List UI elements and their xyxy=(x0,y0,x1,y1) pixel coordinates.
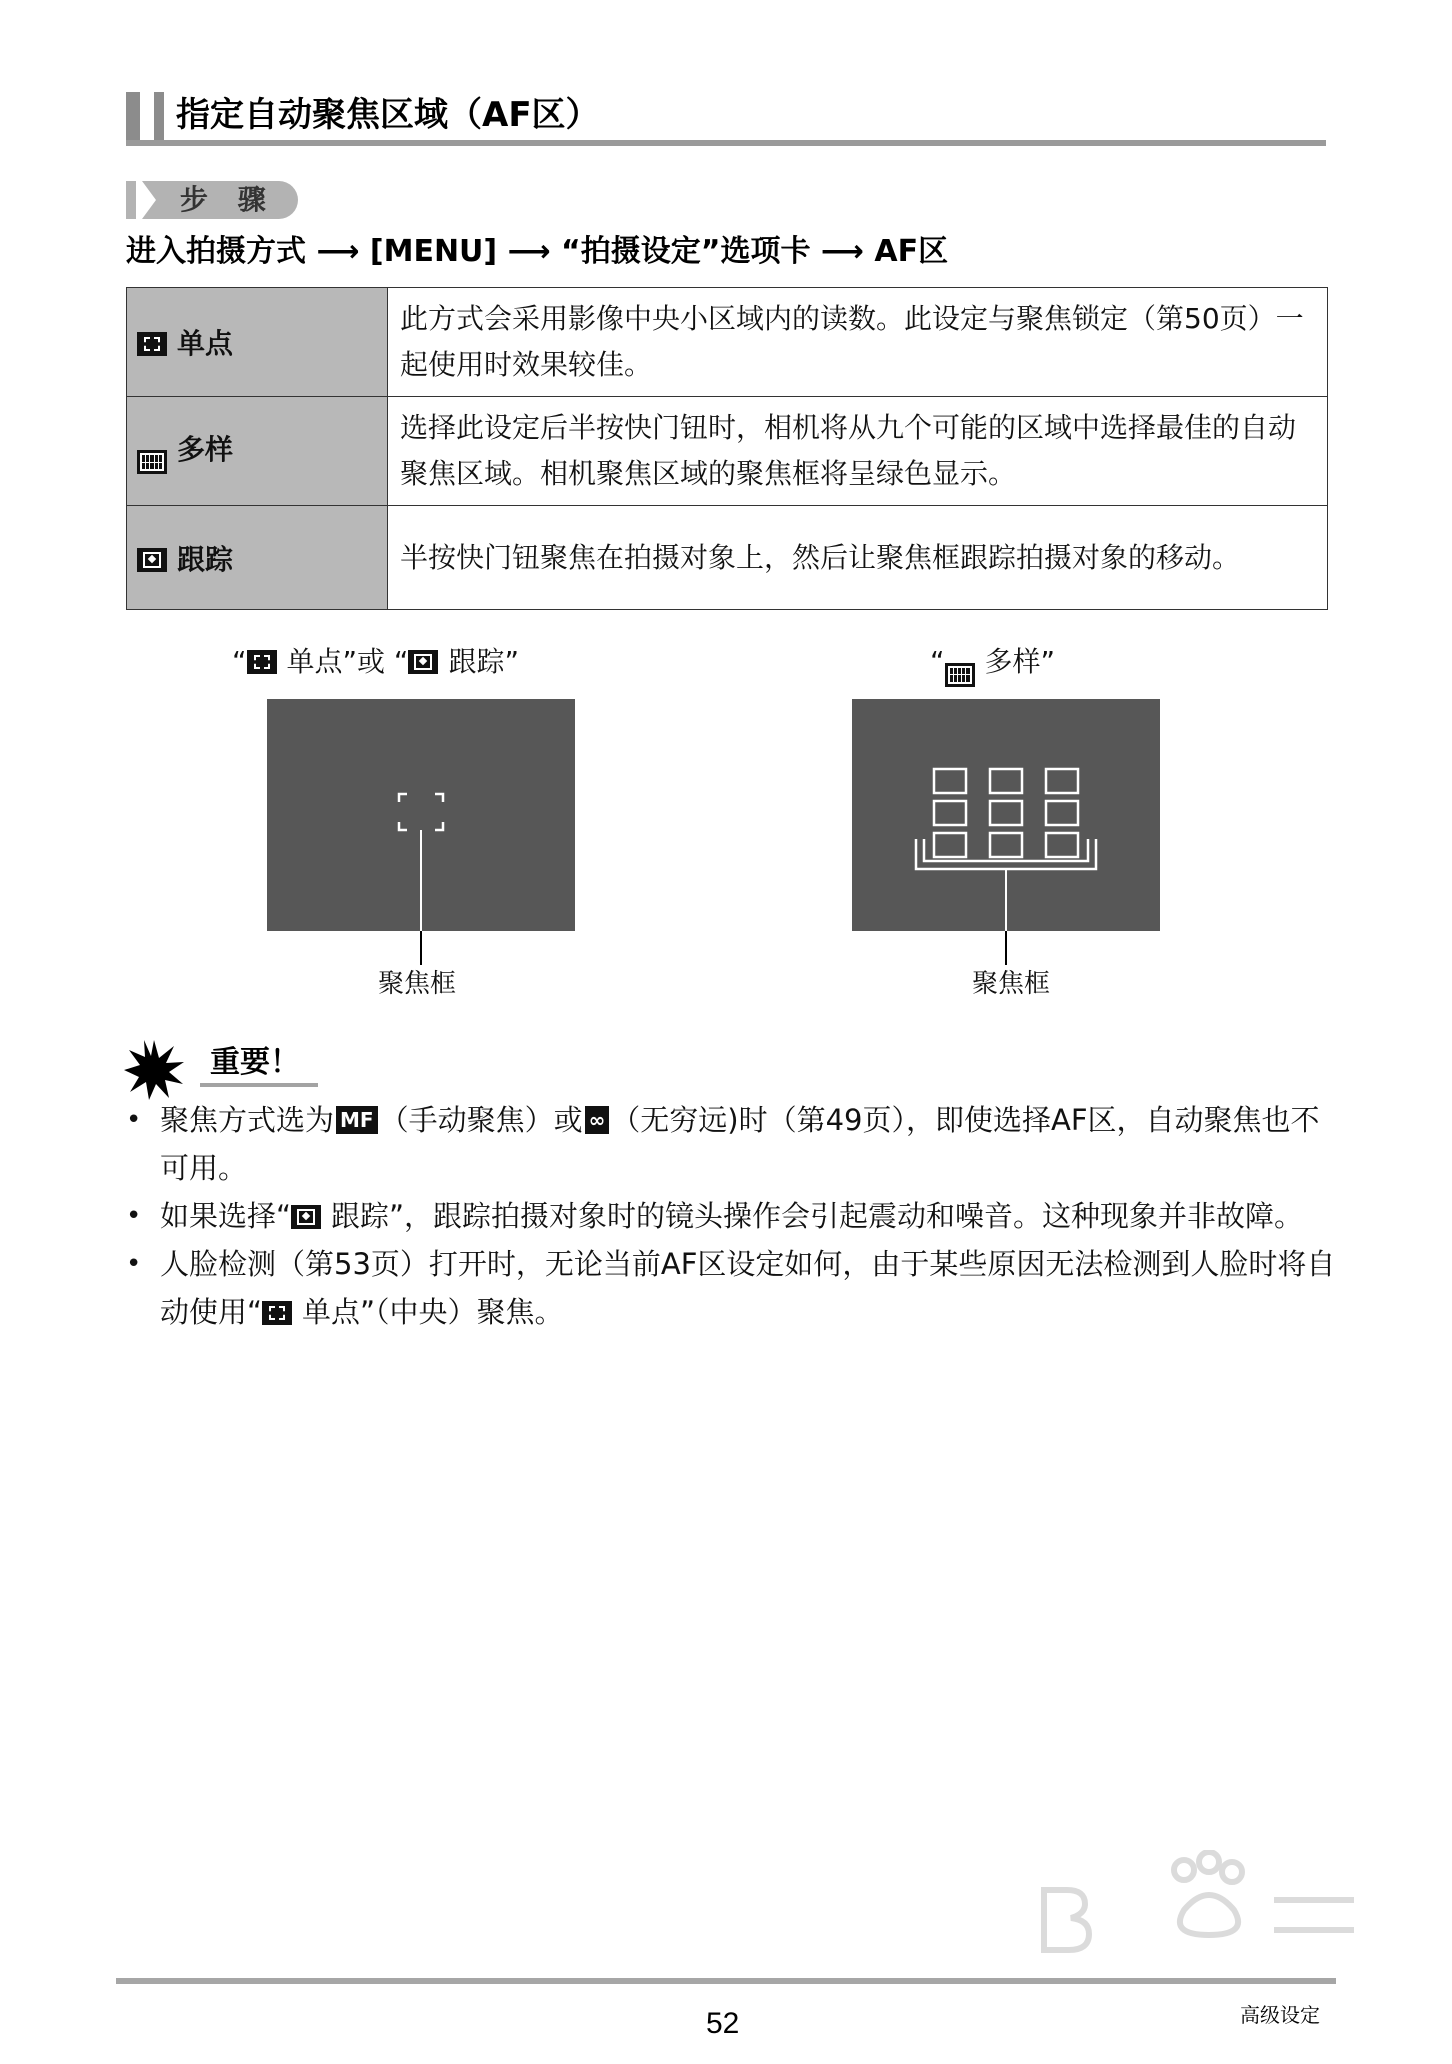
camera-screen-single xyxy=(267,699,575,931)
single-point-icon xyxy=(262,1301,292,1325)
title-underline xyxy=(126,140,1326,146)
focus-frame-label: 聚焦框 xyxy=(972,969,1051,999)
title-accent-bar-2 xyxy=(154,92,164,146)
single-point-icon xyxy=(247,650,277,674)
warning-burst-icon xyxy=(124,1040,184,1100)
tracking-icon xyxy=(408,650,438,674)
footer-rule xyxy=(116,1978,1336,1984)
mode-cell xyxy=(127,397,388,506)
mode-name: 跟踪 xyxy=(177,542,234,576)
page-number: 52 xyxy=(706,2007,740,2040)
steps-stripe xyxy=(126,181,136,219)
focus-frame-single xyxy=(267,699,575,931)
mode-cell xyxy=(127,506,388,610)
multi-area-icon xyxy=(945,663,975,687)
title-accent-bar xyxy=(126,92,140,146)
multi-area-icon xyxy=(137,450,167,474)
mode-description: 半按快门钮聚焦在拍摄对象上，然后让聚焦框跟踪拍摄对象的移动。 xyxy=(388,506,1328,610)
af-mode-table xyxy=(126,287,1328,610)
mf-badge: MF xyxy=(336,1106,378,1134)
mode-name: 单点 xyxy=(177,327,234,360)
single-point-icon xyxy=(137,332,167,356)
important-list xyxy=(126,1096,1336,1336)
tracking-icon xyxy=(137,548,167,572)
list-item: • 如果选择“ 跟踪”，跟踪拍摄对象时的镜头操作会引起震动和噪音。这种现象并非故障。 xyxy=(126,1192,1336,1240)
important-underline xyxy=(200,1083,318,1087)
camera-screen-multi xyxy=(852,699,1160,931)
table-row xyxy=(127,506,1328,610)
page-title: 指定自动聚焦区域（AF区） xyxy=(176,95,600,135)
right-diagram-caption: “ 多样” xyxy=(930,642,1055,687)
pointer-line xyxy=(1005,931,1007,965)
list-item: • 聚焦方式选为 MF （手动聚焦）或 ∞ （无穷远)时（第49页），即使选择AF区，自动聚焦也不可用。 xyxy=(126,1096,1336,1192)
focus-frame-label: 聚焦框 xyxy=(378,969,457,999)
steps-notch xyxy=(142,181,156,219)
list-item: • 人脸检测（第53页）打开时，无论当前AF区设定如何，由于某些原因无法检测到人脸时将自动使用“ 单点”（中央）聚焦。 xyxy=(126,1240,1336,1336)
table-row xyxy=(127,288,1328,397)
mode-description: 选择此设定后半按快门钮时，相机将从九个可能的区域中选择最佳的自动聚焦区域。相机聚焦区域的聚焦框将呈绿色显示。 xyxy=(388,397,1328,506)
infinity-badge: ∞ xyxy=(585,1106,610,1134)
section-name: 高级设定 xyxy=(1240,2003,1320,2027)
important-heading: 重要！ xyxy=(210,1045,300,1080)
tracking-icon xyxy=(291,1205,321,1229)
left-diagram-caption: “ 单点”或 “ 跟踪” xyxy=(232,645,519,678)
mode-description: 此方式会采用影像中央小区域内的读数。此设定与聚焦锁定（第50页）一起使用时效果较佳。 xyxy=(388,288,1328,397)
mode-cell xyxy=(127,288,388,397)
steps-label: 步 骤 xyxy=(180,183,276,216)
baidu-watermark-logo xyxy=(1034,1850,1374,2010)
pointer-line xyxy=(420,931,422,965)
mode-name: 多样 xyxy=(177,432,234,466)
focus-frame-multi xyxy=(852,699,1160,931)
menu-path: 进入拍摄方式 ⟶ [MENU] ⟶ “拍摄设定”选项卡 ⟶ AF区 xyxy=(126,234,949,269)
table-row xyxy=(127,397,1328,506)
